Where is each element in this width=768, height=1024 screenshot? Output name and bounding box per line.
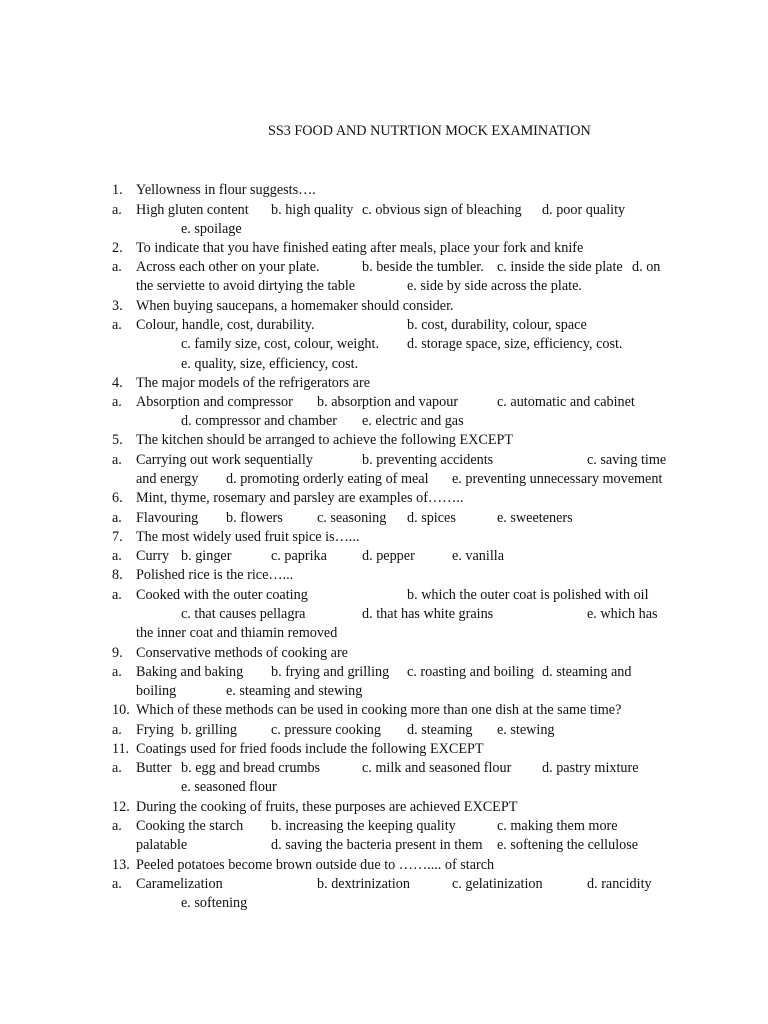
options-13-cont — [0, 894, 768, 913]
options-7 — [0, 547, 768, 566]
question-number: 7. — [112, 529, 123, 545]
options-4-cont — [0, 412, 768, 431]
option-d: d. pepper — [362, 548, 415, 564]
option-b: b. which the outer coat is polished with oil — [407, 587, 649, 603]
question-text: Mint, thyme, rosemary and parsley are examples of…….. — [136, 490, 464, 506]
option-b: b. dextrinization — [317, 876, 410, 892]
option-d: d. compressor and chamber — [181, 413, 338, 429]
option-b: b. increasing the keeping quality — [271, 818, 456, 834]
option-a: Absorption and compressor — [136, 394, 293, 410]
question-3 — [0, 297, 768, 316]
option-c: c. that causes pellagra — [181, 606, 306, 622]
option-e: e. seasoned flour — [181, 779, 277, 795]
option-e-cont: the inner coat and thiamin removed — [136, 625, 338, 641]
option-a: Baking and baking — [136, 664, 244, 680]
option-a: Colour, handle, cost, durability. — [136, 317, 315, 333]
option-marker: a. — [112, 317, 122, 333]
option-b: b. beside the tumbler. — [362, 259, 484, 275]
option-d: d. rancidity — [587, 876, 652, 892]
question-text: Polished rice is the rice…... — [136, 567, 294, 583]
option-a: Caramelization — [136, 876, 223, 892]
option-a: Cooking the starch — [136, 818, 244, 834]
option-d-cont: the serviette to avoid dirtying the table — [136, 278, 356, 294]
question-text: Coatings used for fried foods include the following EXCEPT — [136, 741, 484, 757]
option-c: c. making them more — [497, 818, 618, 834]
options-10 — [0, 721, 768, 740]
question-number: 1. — [112, 182, 123, 198]
options-1 — [0, 201, 768, 220]
option-e: e. side by side across the plate. — [407, 278, 582, 294]
option-b: b. absorption and vapour — [317, 394, 459, 410]
option-d: d. steaming and — [542, 664, 632, 680]
option-d: d. storage space, size, efficiency, cost. — [407, 336, 623, 352]
question-5 — [0, 431, 768, 450]
option-marker: a. — [112, 876, 122, 892]
option-c: c. paprika — [271, 548, 327, 564]
question-6 — [0, 489, 768, 508]
options-3-cont — [0, 335, 768, 354]
options-3 — [0, 316, 768, 335]
options-6 — [0, 509, 768, 528]
option-c: c. roasting and boiling — [407, 664, 534, 680]
option-marker: a. — [112, 259, 122, 275]
option-b: b. cost, durability, colour, space — [407, 317, 587, 333]
question-1 — [0, 181, 768, 200]
option-b: b. high quality — [271, 202, 354, 218]
question-text: When buying saucepans, a homemaker should consider. — [136, 298, 454, 314]
question-number: 11. — [112, 741, 130, 757]
options-9 — [0, 663, 768, 682]
question-text: The kitchen should be arranged to achieve the following EXCEPT — [136, 432, 514, 448]
option-marker: a. — [112, 510, 122, 526]
option-b: b. ginger — [181, 548, 232, 564]
option-b: b. frying and grilling — [271, 664, 390, 680]
question-10 — [0, 701, 768, 720]
option-c: c. family size, cost, colour, weight. — [181, 336, 380, 352]
question-number: 8. — [112, 567, 123, 583]
option-marker: a. — [112, 587, 122, 603]
option-a: Frying — [136, 722, 174, 738]
option-c: c. obvious sign of bleaching — [362, 202, 522, 218]
options-9-cont — [0, 682, 768, 701]
question-12 — [0, 798, 768, 817]
options-8-cont — [0, 605, 768, 624]
option-a: High gluten content — [136, 202, 249, 218]
option-c-cont: palatable — [136, 837, 188, 853]
options-12 — [0, 817, 768, 836]
options-11 — [0, 759, 768, 778]
option-a: Flavouring — [136, 510, 199, 526]
option-e: e. steaming and stewing — [226, 683, 363, 699]
option-marker: a. — [112, 818, 122, 834]
option-c: c. inside the side plate — [497, 259, 623, 275]
option-a: Carrying out work sequentially — [136, 452, 313, 468]
question-2 — [0, 239, 768, 258]
option-a: Cooked with the outer coating — [136, 587, 308, 603]
option-b: b. grilling — [181, 722, 237, 738]
options-5-cont — [0, 470, 768, 489]
page-title: SS3 FOOD AND NUTRTION MOCK EXAMINATION — [268, 123, 591, 139]
option-marker: a. — [112, 760, 122, 776]
option-c: c. saving time — [587, 452, 667, 468]
option-d: d. steaming — [407, 722, 473, 738]
option-marker: a. — [112, 664, 122, 680]
option-marker: a. — [112, 722, 122, 738]
option-c: c. pressure cooking — [271, 722, 381, 738]
options-5 — [0, 451, 768, 470]
question-number: 5. — [112, 432, 123, 448]
option-e: e. preventing unnecessary movement — [452, 471, 663, 487]
question-number: 2. — [112, 240, 123, 256]
question-text: Yellowness in flour suggests…. — [136, 182, 316, 198]
question-number: 13. — [112, 857, 130, 873]
question-text: Peeled potatoes become brown outside due to …….... of starch — [136, 857, 495, 873]
question-number: 10. — [112, 702, 130, 718]
options-11-cont — [0, 778, 768, 797]
option-d: d. that has white grains — [362, 606, 494, 622]
option-d: d. promoting orderly eating of meal — [226, 471, 429, 487]
option-e: e. electric and gas — [362, 413, 464, 429]
option-e: e. quality, size, efficiency, cost. — [181, 356, 359, 372]
option-d: d. spices — [407, 510, 456, 526]
options-4 — [0, 393, 768, 412]
option-d: d. saving the bacteria present in them — [271, 837, 483, 853]
option-e: e. softening the cellulose — [497, 837, 639, 853]
option-marker: a. — [112, 202, 122, 218]
question-number: 12. — [112, 799, 130, 815]
question-text: During the cooking of fruits, these purposes are achieved EXCEPT — [136, 799, 518, 815]
question-number: 9. — [112, 645, 123, 661]
question-11 — [0, 740, 768, 759]
option-d: d. poor quality — [542, 202, 626, 218]
option-b: b. flowers — [226, 510, 283, 526]
option-e: e. softening — [181, 895, 248, 911]
option-d: d. pastry mixture — [542, 760, 639, 776]
option-c: c. automatic and cabinet — [497, 394, 635, 410]
options-12-cont — [0, 836, 768, 855]
question-number: 3. — [112, 298, 123, 314]
question-text: To indicate that you have finished eating after meals, place your fork and knife — [136, 240, 584, 256]
option-a: Across each other on your plate. — [136, 259, 320, 275]
option-marker: a. — [112, 548, 122, 564]
options-8-cont2 — [0, 624, 768, 643]
option-a: Butter — [136, 760, 172, 776]
question-text: The major models of the refrigerators are — [136, 375, 370, 391]
options-8 — [0, 586, 768, 605]
question-4 — [0, 374, 768, 393]
option-c: c. gelatinization — [452, 876, 543, 892]
question-7 — [0, 528, 768, 547]
question-number: 4. — [112, 375, 123, 391]
question-9 — [0, 644, 768, 663]
options-2 — [0, 258, 768, 277]
option-e: e. spoilage — [181, 221, 242, 237]
option-e: e. sweeteners — [497, 510, 573, 526]
option-d: d. on — [632, 259, 661, 275]
question-13 — [0, 856, 768, 875]
option-a: Curry — [136, 548, 170, 564]
option-b: b. preventing accidents — [362, 452, 494, 468]
question-number: 6. — [112, 490, 123, 506]
option-e: e. vanilla — [452, 548, 504, 564]
options-2-cont — [0, 277, 768, 296]
options-13 — [0, 875, 768, 894]
question-text: The most widely used fruit spice is…... — [136, 529, 360, 545]
option-e: e. which has — [587, 606, 658, 622]
option-marker: a. — [112, 452, 122, 468]
options-1-cont — [0, 220, 768, 239]
question-text: Which of these methods can be used in cooking more than one dish at the same time? — [136, 702, 622, 718]
question-text: Conservative methods of cooking are — [136, 645, 348, 661]
options-3-cont2 — [0, 355, 768, 374]
option-b: b. egg and bread crumbs — [181, 760, 321, 776]
option-marker: a. — [112, 394, 122, 410]
option-e: e. stewing — [497, 722, 555, 738]
option-c-cont: and energy — [136, 471, 199, 487]
option-c: c. milk and seasoned flour — [362, 760, 512, 776]
option-c: c. seasoning — [317, 510, 387, 526]
option-d-cont: boiling — [136, 683, 177, 699]
question-8 — [0, 566, 768, 585]
